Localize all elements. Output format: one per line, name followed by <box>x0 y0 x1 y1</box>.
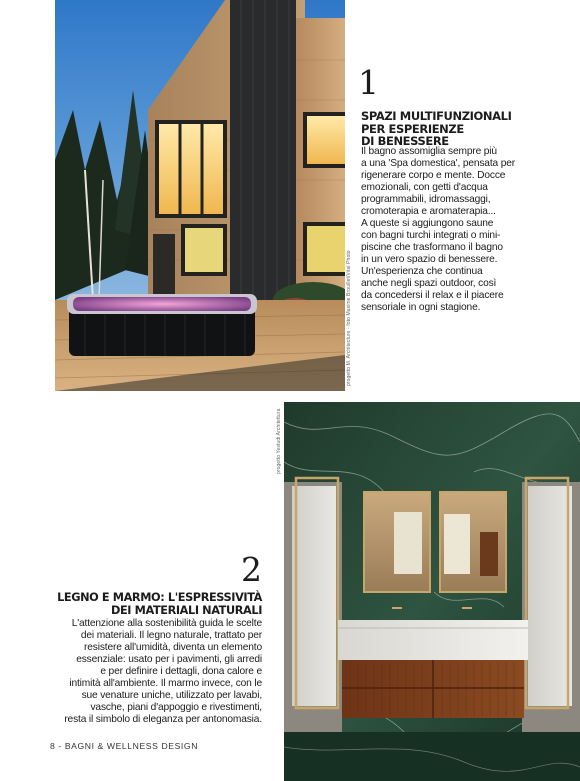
page-footer: 8 - BAGNI & WELLNESS DESIGN <box>50 741 199 751</box>
section-body-1: Il bagno assomiglia sempre più a una 'Spa domestica', pensata per rigenerare corpo e mente. Docce emozionali, con getti d'acqua programmabili, idromassaggi, cromoterapia e aromaterapia... A queste si aggiungono saune con bagni turchi integrati o mini- piscine che trasformano il bagno in un vero spazio di benessere. Un'esperienza che continua anche negli spazi outdoor, così da concedersi il relax e il piacere sensoriale in ogni stagione. <box>361 146 515 313</box>
photo-marble-bathroom <box>284 402 580 781</box>
section-body-2: L'attenzione alla sostenibilità guida le scelte dei materiali. Il legno naturale, trattato per resistere all'umidità, diventa un elemento essenziale: usato per i pavimenti, gli arredi e per definire i dettagli, dona calore e intimità all'ambiente. Il marmo invece, con le sue venature uniche, utilizzato per lavabi, vasche, piani d'appoggio e rivestimenti, resta il simbolo di eleganza per antonomasia. <box>64 618 262 725</box>
photo-credit-2: progetto Yestudi Architettura <box>276 408 282 474</box>
section-title-2: LEGNO E MARMO: L'ESPRESSIVITÀ DEI MATERIALI NATURALI <box>57 591 262 617</box>
photo-credit-1: progetto M. Architecture - foto Maxime Brouillet/Vital Photo <box>346 250 352 386</box>
section-title-1: SPAZI MULTIFUNZIONALI PER ESPERIENZE DI BENESSERE <box>361 109 512 148</box>
section-number-1: 1 <box>358 63 379 102</box>
section-number-2: 2 <box>241 550 262 589</box>
photo-timber-house-hot-tub <box>55 0 345 391</box>
